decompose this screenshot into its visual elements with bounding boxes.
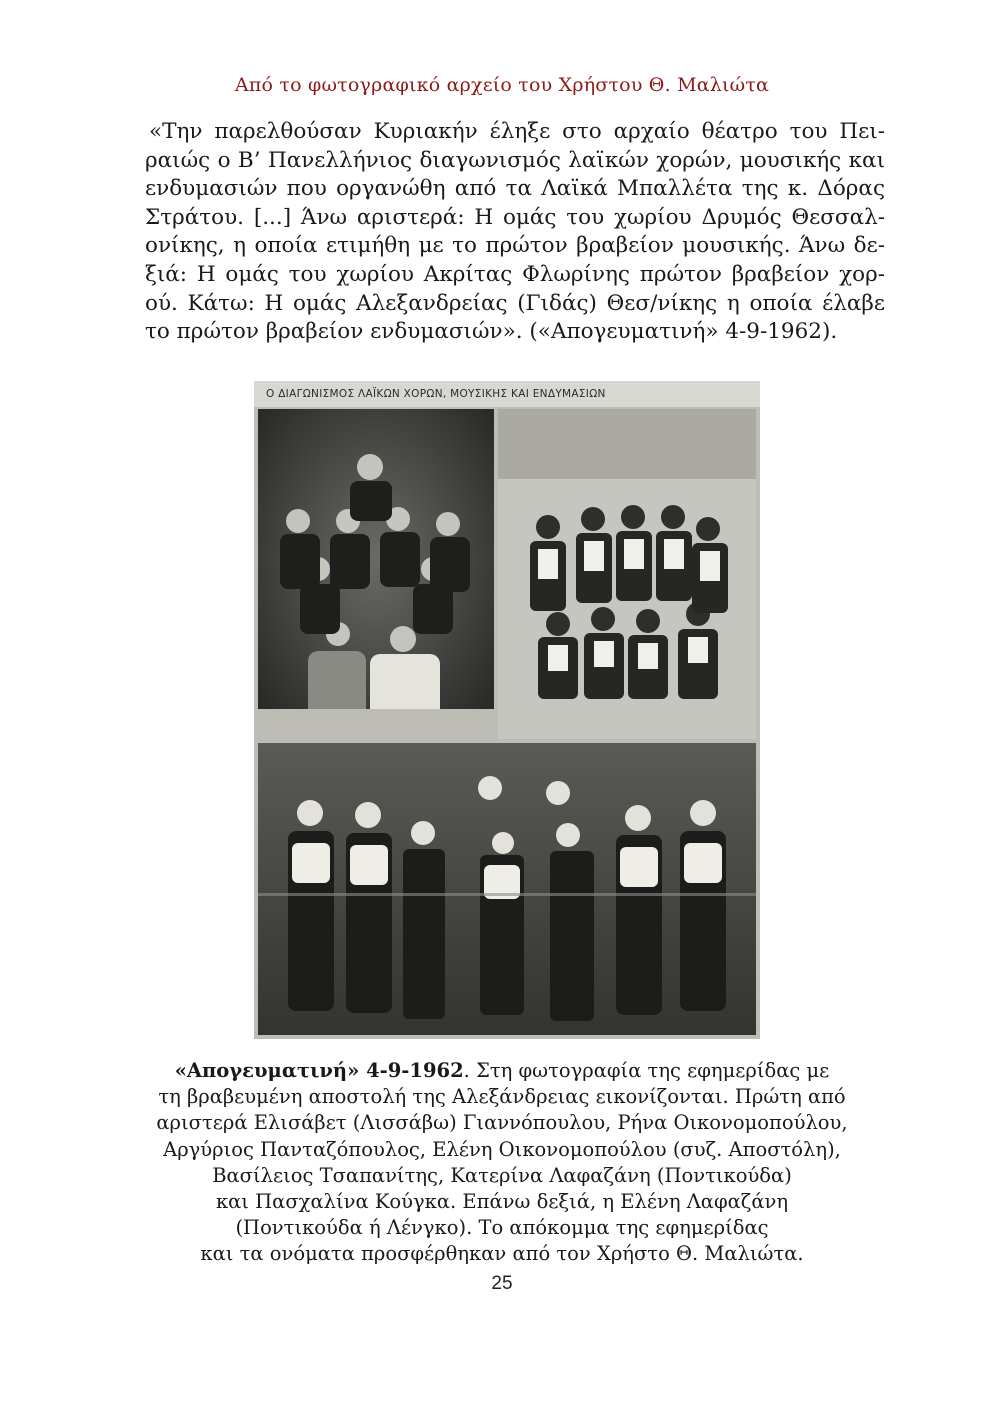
clipping-headline: Ο ΔΙΑΓΩΝΙΣΜΟΣ ΛΑΪΚΩΝ ΧΟΡΩΝ, ΜΟΥΣΙΚΗΣ ΚΑΙ ΕΝΔΥΜΑΣΙΩΝ bbox=[254, 381, 760, 407]
quote-line: ονίκης, η οποία ετιμήθη με το πρώτον βραβείον μουσικής. Άνω δε- bbox=[145, 233, 885, 259]
photo-caption bbox=[0, 1058, 1004, 1268]
caption-line: τη βραβευμένη αποστολή της Αλεξάνδρειας εικονίζονται. Πρώτη από bbox=[158, 1085, 846, 1109]
caption-line: και Πασχαλίνα Κούγκα. Επάνω δεξιά, η Ελένη Λαφαζάνη bbox=[215, 1190, 789, 1214]
quote-line: το πρώτον βραβείον ενδυμασιών». («Απογευματινή» 4-9-1962). bbox=[145, 319, 838, 345]
page-number: 25 bbox=[491, 1273, 513, 1294]
quote-line: ενδυμασιών που οργανώθη από τα Λαϊκά Μπαλλέτα της κ. Δόρας bbox=[145, 176, 885, 202]
caption-line: αριστερά Ελισάβετ (Λισσάβω) Γιαννόπουλου, Ρήνα Οικονομοπούλου, bbox=[156, 1111, 848, 1135]
caption-line: Βασίλειος Τσαπανίτης, Κατερίνα Λαφαζάνη (Ποντικούδα) bbox=[212, 1163, 792, 1187]
newspaper-clipping bbox=[254, 381, 760, 1039]
quote-line: «Την παρελθούσαν Κυριακήν έληξε στο αρχαίο θέατρο του Πει- bbox=[149, 119, 885, 144]
quote-line: ξιά: Η ομάς του χωρίου Ακρίτας Φλωρίνης πρώτον βραβείον χορ- bbox=[145, 261, 885, 287]
quote-line: Στράτου. [...] Άνω αριστερά: Η ομάς του χωρίου Δρυμός Θεσσαλ- bbox=[145, 204, 885, 230]
photo-bottom bbox=[258, 743, 756, 1035]
photo-bottom-image bbox=[258, 743, 756, 1035]
caption-bold-lead: «Απογευματινή» 4-9-1962 bbox=[174, 1059, 464, 1082]
photo-top-left-image bbox=[258, 409, 494, 739]
caption-line-rest: . Στη φωτογραφία της εφημερίδας με bbox=[463, 1059, 830, 1082]
quote-line: ραιώς ο Β’ Πανελλήνιος διαγωνισμός λαϊκών χορών, μουσικής και bbox=[145, 147, 885, 173]
quote-paragraph bbox=[145, 118, 885, 347]
caption-line: Αργύριος Πανταζόπουλος, Ελένη Οικονομοπούλου (συζ. Αποστόλη), bbox=[163, 1137, 841, 1161]
caption-line bbox=[0, 1058, 1004, 1084]
photo-top-right bbox=[498, 409, 756, 739]
quote-line: ού. Κάτω: Η ομάς Αλεξανδρείας (Γιδάς) Θεσ/νίκης η οποία έλαβε bbox=[145, 290, 885, 316]
photo-top-right-image bbox=[498, 409, 756, 739]
photo-top-left bbox=[258, 409, 494, 739]
running-header: Από το φωτογραφικό αρχείο του Χρήστου Θ. Μαλιώτα bbox=[234, 74, 770, 96]
caption-line: και τα ονόματα προσφέρθηκαν από τον Χρήστο Θ. Μαλιώτα. bbox=[200, 1242, 804, 1266]
caption-line: (Ποντικούδα ή Λένγκο). Το απόκομμα της εφημερίδας bbox=[235, 1216, 769, 1240]
